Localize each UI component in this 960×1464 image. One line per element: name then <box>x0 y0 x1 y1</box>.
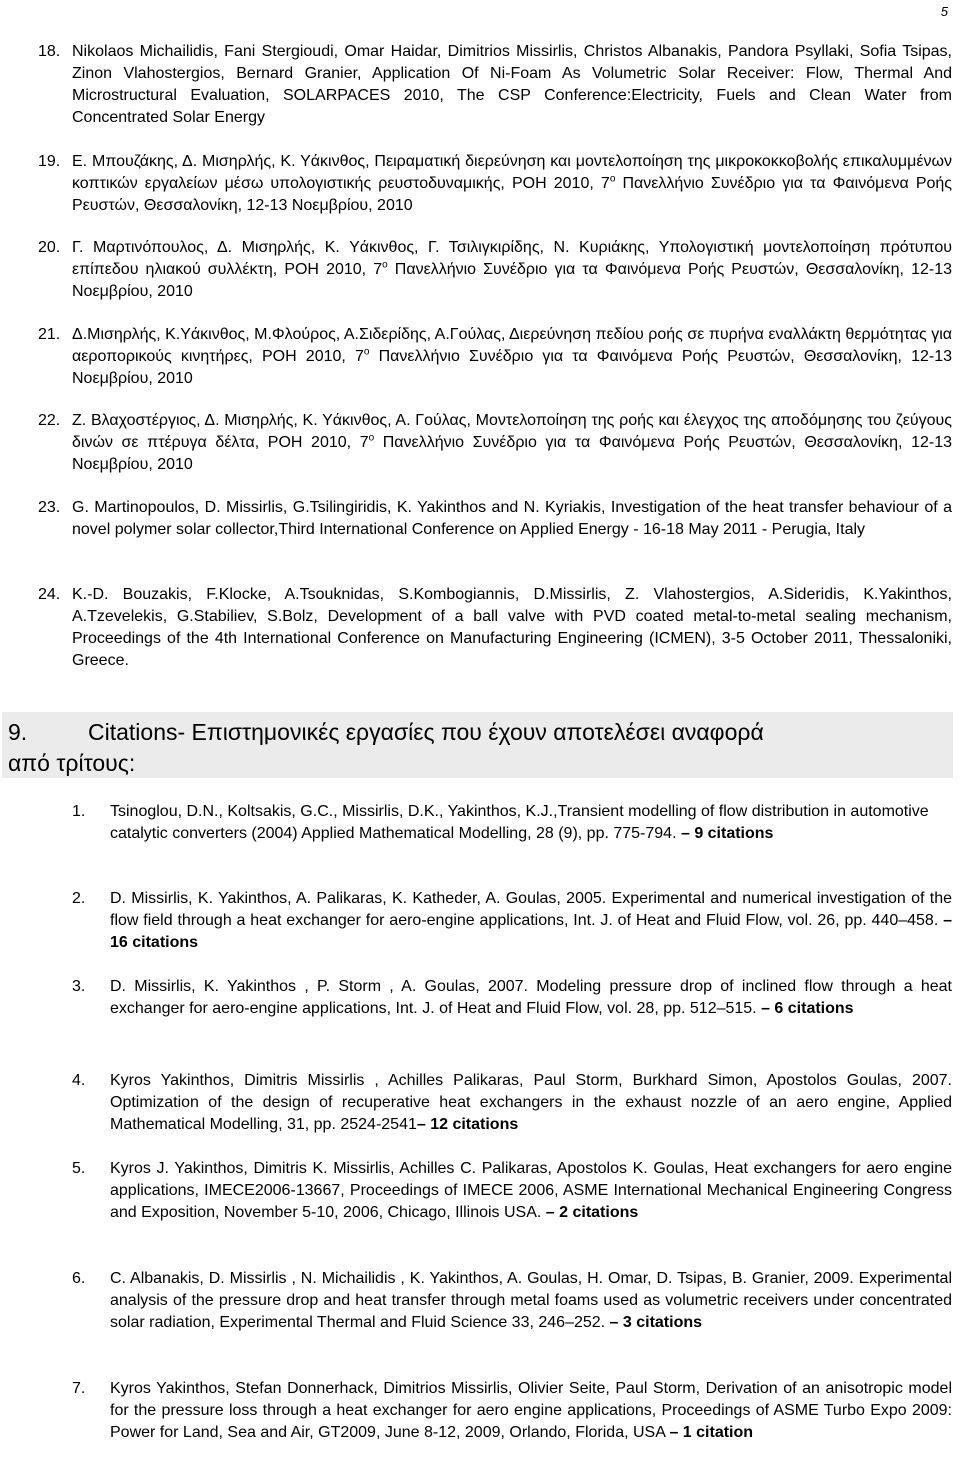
citation-number: 5. <box>72 1160 86 1177</box>
citation-5 <box>72 1158 952 1224</box>
citation-2 <box>72 888 952 954</box>
reference-23 <box>38 497 952 541</box>
citation-count: – 3 citations <box>609 1314 703 1331</box>
citation-number: 7. <box>72 1380 86 1397</box>
citation-count: – 6 citations <box>761 1000 854 1017</box>
reference-text: Δ.Μισηρλής, Κ.Υάκινθος, Μ.Φλούρος, Α.Σιδερίδης, Α.Γούλας, Διερεύνηση πεδίου ροής σε πυρήνα εναλλάκτη θερμότητας για αεροπορικούς κινητήρες, ΡΟΗ 2010, $7^o$ Πανελλήνιο Συνέδριο για τα Φαινόμενα Ροής Ρευστών, Θεσσαλονίκη, 12-13 Νοεμβρίου, 2010 <box>72 326 953 387</box>
citation-count: – 12 citations <box>416 1116 519 1133</box>
citation-number: 2. <box>72 890 86 907</box>
reference-number: 24. <box>38 586 61 603</box>
reference-number: 18. <box>38 43 61 60</box>
page-number: 5 <box>940 4 948 19</box>
section-title-line1: 9. Citations- Επιστημονικές εργασίες που έχουν αποτελέσει αναφορά <box>8 719 764 745</box>
reference-18 <box>38 41 952 129</box>
citation-text: Kyros Yakinthos, Dimitris Missirlis , Achilles Palikaras, Paul Storm, Burkhard Simon, Apostolos Goulas, 2007. Optimization of the design of recuperative heat exchangers in the exhaust nozzle of an aero engine, Applied Mathematical Modelling, 31, pp. 2524-2541– 12 citations <box>110 1072 952 1133</box>
citation-number: 4. <box>72 1072 86 1089</box>
section-title-line2: από τρίτους: <box>8 750 136 776</box>
citation-text: C. Albanakis, D. Missirlis , N. Michailidis , K. Yakinthos, A. Goulas, H. Omar, D. Tsipas, B. Granier, 2009. Experimental analysis of the pressure drop and heat transfer through metal foams used as volumetric receivers under concentrated solar radiation, Experimental Thermal and Fluid Science 33, 246–252. – 3 citations <box>110 1270 952 1331</box>
reference-24 <box>38 584 952 672</box>
citation-count: – 1 citation <box>669 1424 754 1441</box>
reference-number: 22. <box>38 412 61 429</box>
citation-count: – 9 citations <box>680 825 774 842</box>
reference-number: 21. <box>38 326 61 343</box>
reference-text: Ζ. Βλαχοστέργιος, Δ. Μισηρλής, Κ. Υάκινθος, Α. Γούλας, Μοντελοποίηση της ροής και έλεγχος της αποδόμησης του ζεύγους δινών σε πτέρυγα δέλτα, ΡΟΗ 2010, $7^o$ Πανελλήνιο Συνέδριο για τα Φαινόμενα Ροής Ρευστών, Θεσσαλονίκη, 12-13 Νοεμβρίου, 2010 <box>72 412 952 473</box>
reference-text: Nikolaos Michailidis, Fani Stergioudi, Omar Haidar, Dimitrios Missirlis, Christos Albanakis, Pandora Psyllaki, Sofia Tsipas, Zinon Vlahostergios, Bernard Granier, Application Of Ni-Foam As Volumetric Solar Receiver: Flow, Thermal And Microstructural Evaluation, SOLARPACES 2010, The CSP Conference:Electricity, Fuels and Clean Water from Concentrated Solar Energy <box>72 43 952 126</box>
citation-6 <box>72 1268 952 1334</box>
reference-20 <box>38 237 952 303</box>
citation-text: D. Missirlis, K. Yakinthos , P. Storm , A. Goulas, 2007. Modeling pressure drop of inclined flow through a heat exchanger for aero-engine applications, Int. J. of Heat and Fluid Flow, vol. 28, pp. 512–515. – 6 citations <box>110 978 952 1017</box>
citation-text: Tsinoglou, D.N., Koltsakis, G.C., Missirlis, D.K., Yakinthos, K.J.,Transient modelling of flow distribution in automotive catalytic converters (2004) Applied Mathematical Modelling, 28 (9), pp. 775-794. – 9 citations <box>110 803 929 842</box>
citation-count: – 2 citations <box>545 1204 639 1221</box>
citation-number: 1. <box>72 803 86 820</box>
reference-text: G. Martinopoulos, D. Missirlis, G.Tsilingiridis, K. Yakinthos and N. Kyriakis, Investigation of the heat transfer behaviour of a novel polymer solar collector,Third International Conference on Applied Energy - 16-18 May 2011 - Perugia, Italy <box>72 499 952 538</box>
reference-text: K.-D. Bouzakis, F.Klocke, A.Tsouknidas, S.Kombogiannis, D.Missirlis, Z. Vlahostergios, A.Sideridis, K.Yakinthos, A.Tzevelekis, G.Stabiliev, S.Bolz, Development of a ball valve with PVD coated metal-to-metal sealing mechanism, Proceedings of the 4th International Conference on Manufacturing Engineering (ICMEN), 3-5 October 2011, Thessaloniki, Greece. <box>72 586 952 669</box>
citation-text: D. Missirlis, K. Yakinthos, A. Palikaras, K. Katheder, A. Goulas, 2005. Experimental and numerical investigation of the flow field through a heat exchanger for aero-engine applications, Int. J. of Heat and Fluid Flow, vol. 26, pp. 440–458. – 16 citations <box>110 890 952 951</box>
citation-3 <box>72 976 952 1020</box>
reference-19 <box>38 151 952 217</box>
reference-number: 20. <box>38 239 61 256</box>
reference-21 <box>38 324 952 390</box>
citation-1 <box>72 801 952 845</box>
reference-number: 23. <box>38 499 61 516</box>
citation-text: Kyros J. Yakinthos, Dimitris K. Missirlis, Achilles C. Palikaras, Apostolos K. Goulas, Heat exchangers for aero engine applications, IMECE2006-13667, Proceedings of IMECE 2006, ASME International Mechanical Engineering Congress and Exposition, November 5-10, 2006, Chicago, Illinois USA. – 2 citations <box>110 1160 952 1221</box>
citation-number: 6. <box>72 1270 86 1287</box>
citation-text: Kyros Yakinthos, Stefan Donnerhack, Dimitrios Missirlis, Olivier Seite, Paul Storm, Derivation of an anisotropic model for the pressure loss through a heat exchanger for aero engine applications, Proceedings of ASME Turbo Expo 2009: Power for Land, Sea and Air, GT2009, June 8-12, 2009, Orlando, Florida, USA – 1 citation <box>110 1380 952 1441</box>
citation-number: 3. <box>72 978 86 995</box>
citation-7 <box>72 1378 952 1444</box>
citation-4 <box>72 1070 952 1136</box>
section-heading <box>2 712 953 778</box>
reference-number: 19. <box>38 153 61 170</box>
reference-22 <box>38 410 952 476</box>
reference-text: Γ. Μαρτινόπουλος, Δ. Μισηρλής, Κ. Υάκινθος, Γ. Τσιλιγκιρίδης, Ν. Κυριάκης, Υπολογιστική μοντελοποίηση πρότυπου επίπεδου ηλιακού συλλέκτη, ΡΟΗ 2010, $7^o$ Πανελλήνιο Συνέδριο για τα Φαινόμενα Ροής Ρευστών, Θεσσαλονίκη, 12-13 Νοεμβρίου, 2010 <box>72 239 952 300</box>
citation-count: – 16 citations <box>110 912 952 951</box>
section-number: 9. <box>8 719 28 745</box>
reference-text: Ε. Μπουζάκης, Δ. Μισηρλής, Κ. Υάκινθος, Πειραματική διερεύνηση και μοντελοποίηση της μικροκοκκοβολής επικαλυμμένων κοπτικών εργαλείων μέσω υπολογιστικής ρευστοδυναμικής, ΡΟΗ 2010, $7^o$ Πανελλήνιο Συνέδριο για τα Φαινόμενα Ροής Ρευστών, Θεσσαλονίκη, 12-13 Νοεμβρίου, 2010 <box>72 153 952 214</box>
